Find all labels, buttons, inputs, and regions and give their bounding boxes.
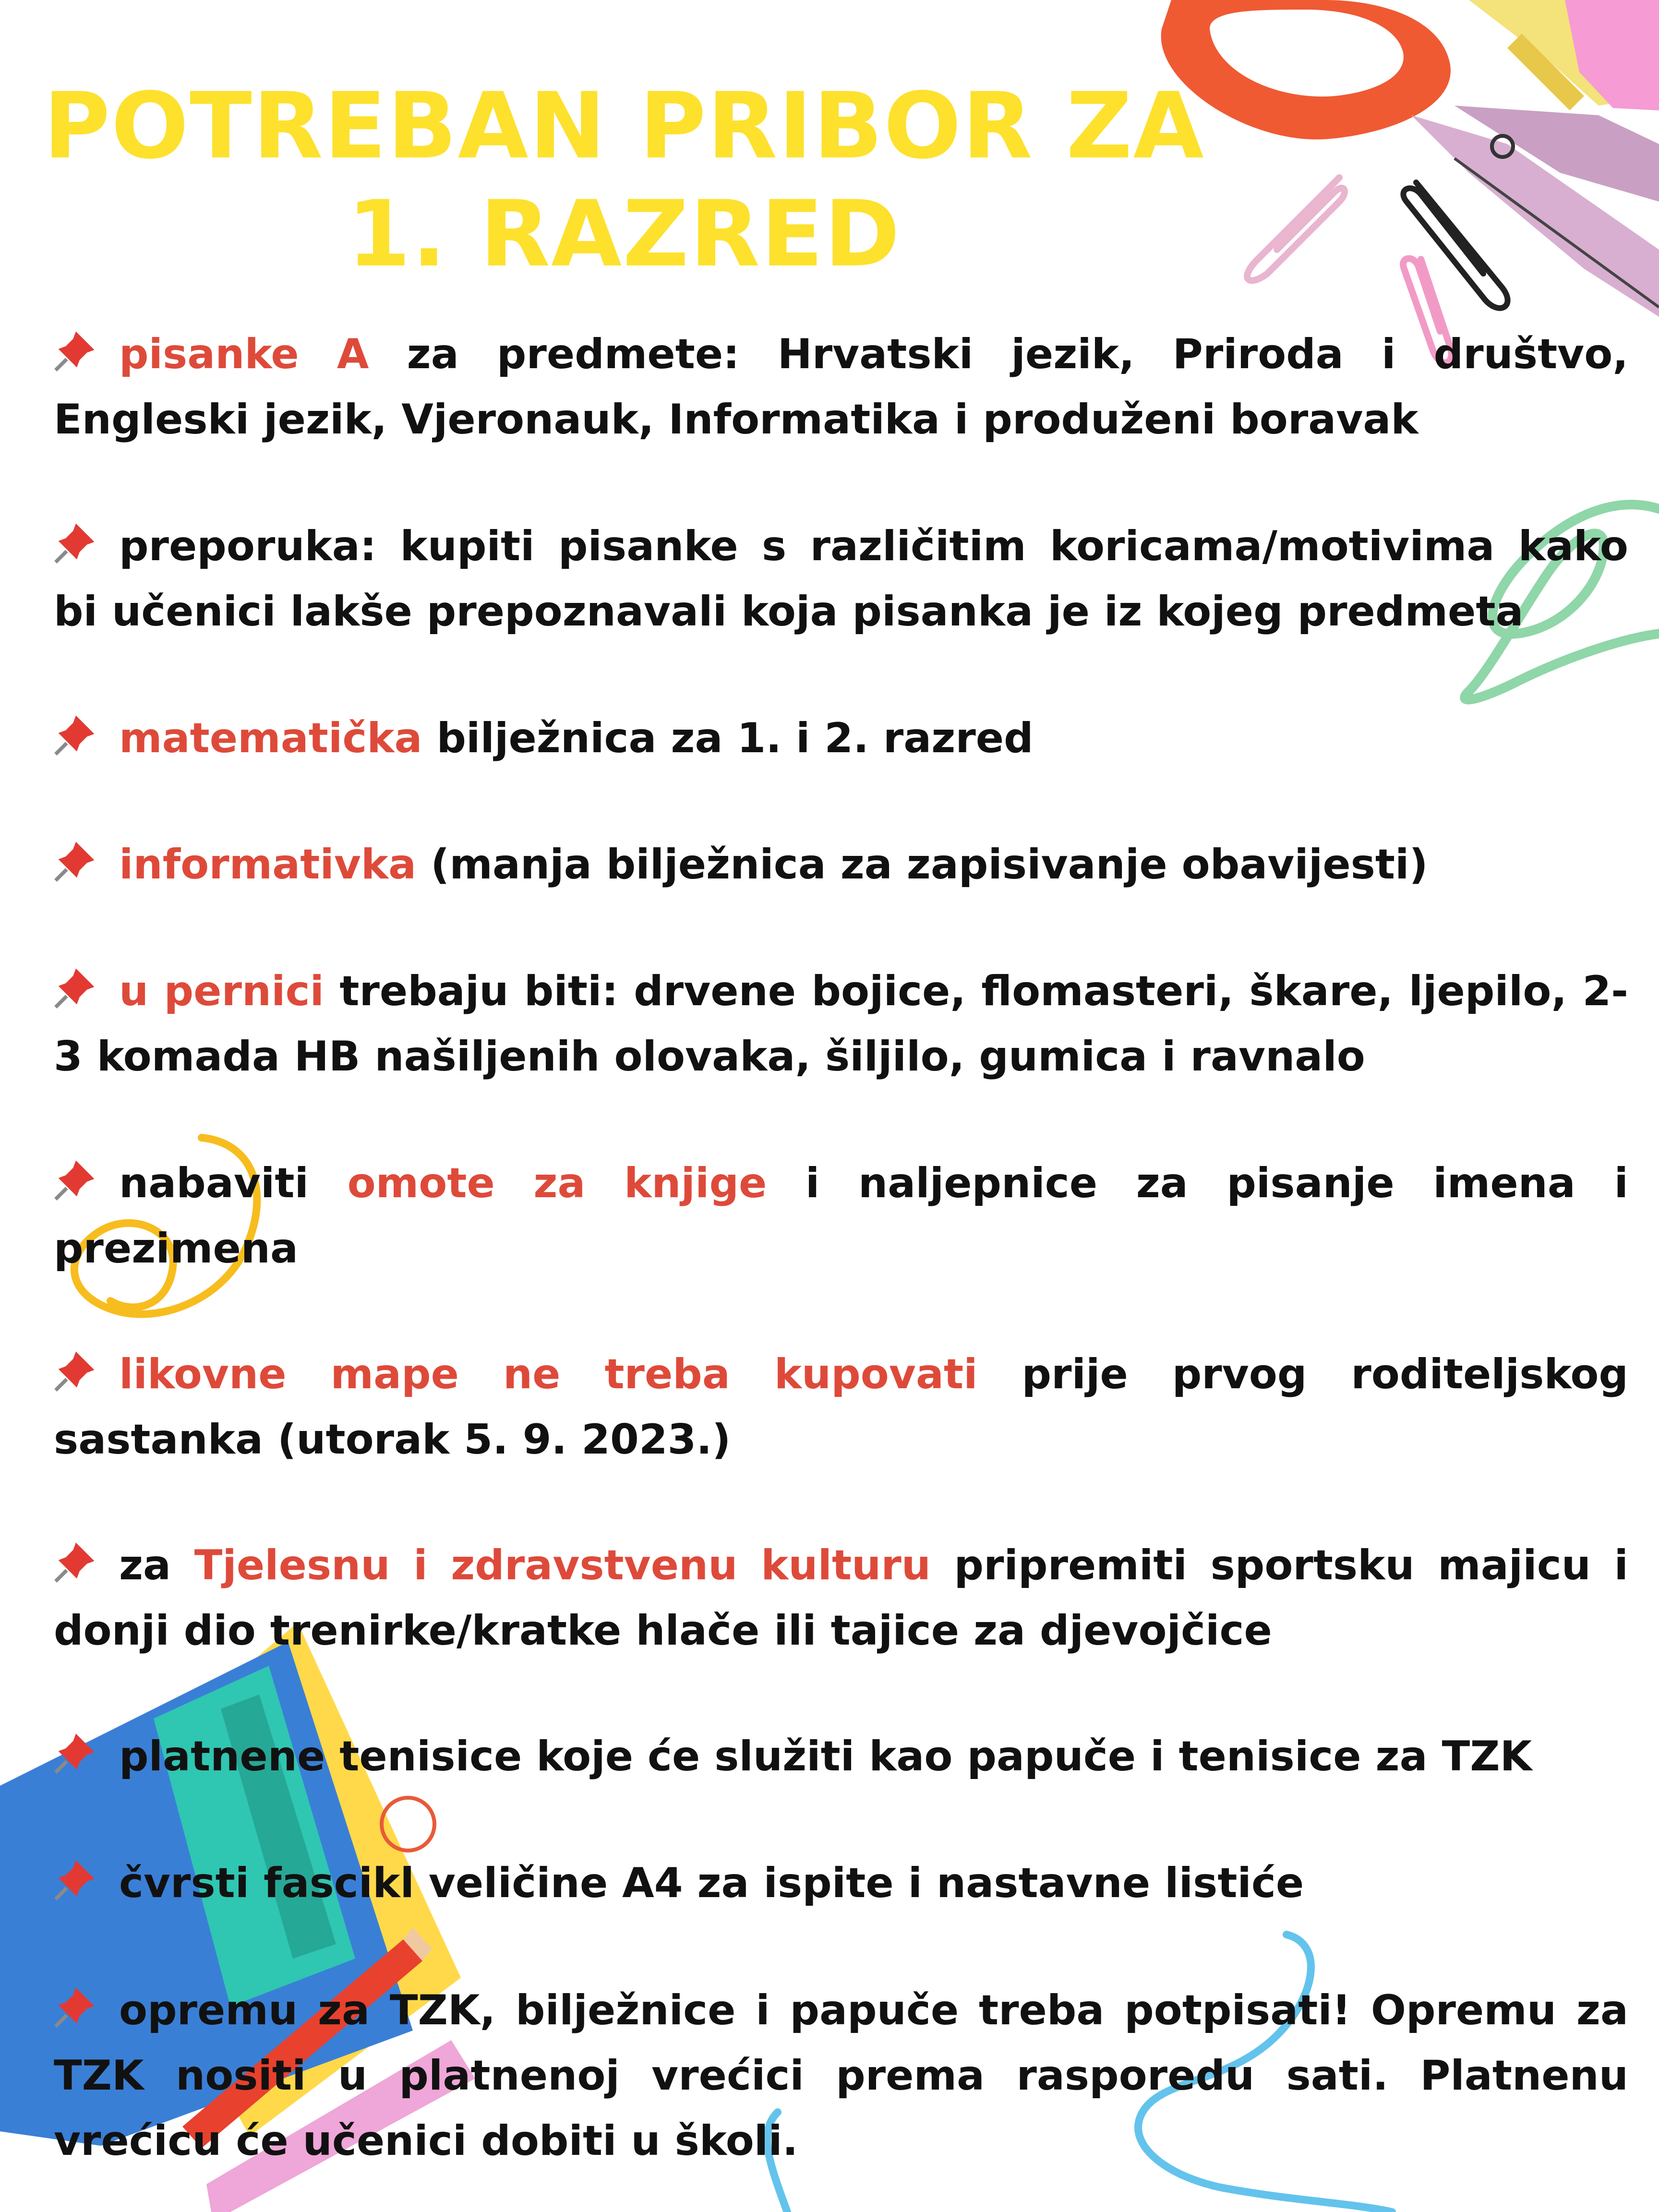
pushpin-icon [54, 963, 100, 1009]
list-item: pisanke A za predmete: Hrvatski jezik, Priroda i društvo, Engleski jezik, Vjeronauk, Informatika i produženi boravak [54, 322, 1628, 452]
list-item: nabaviti omote za knjige i naljepnice za pisanje imena i prezimena [54, 1151, 1628, 1281]
list-item: čvrsti fascikl veličine A4 za ispite i nastavne listiće [54, 1851, 1628, 1916]
list-item: za Tjelesnu i zdravstvenu kulturu pripremiti sportsku majicu i donji dio trenirke/kratke hlače ili tajice za djevojčice [54, 1533, 1628, 1663]
title-line-1: POTREBAN PRIBOR ZA [43, 73, 1205, 179]
page-title [0, 72, 1248, 288]
pushpin-icon [54, 1728, 100, 1774]
pushpin-icon [54, 1155, 100, 1201]
glue-stick-icon [1469, 0, 1659, 110]
pushpin-icon [54, 326, 100, 372]
list-item: informativka (manja bilježnica za zapisivanje obavijesti) [54, 832, 1628, 897]
pushpin-icon [54, 1982, 100, 2028]
title-line-2: 1. RAZRED [347, 181, 901, 287]
list-item: matematička bilježnica za 1. i 2. razred [54, 706, 1628, 771]
pushpin-icon [54, 710, 100, 756]
list-item: platnene tenisice koje će služiti kao papuče i tenisice za TZK [54, 1724, 1628, 1789]
list-item: opremu za TZK, bilježnice i papuče treba potpisati! Opremu za TZK nositi u platnenoj vrećici prema rasporedu sati. Platnenu vrećicu će učenici dobiti u školi. [54, 1978, 1628, 2174]
pushpin-icon [54, 1346, 100, 1392]
list-item: u pernici trebaju biti: drvene bojice, flomasteri, škare, ljepilo, 2-3 komada HB našiljenih olovaka, šiljilo, gumica i ravnalo [54, 959, 1628, 1089]
pushpin-icon [54, 836, 100, 882]
list-item: preporuka: kupiti pisanke s različitim koricama/motivima kako bi učenici lakše prepoznavali koja pisanka je iz kojeg predmeta [54, 514, 1628, 644]
pushpin-icon [54, 1537, 100, 1583]
list-item: likovne mape ne treba kupovati prije prvog roditeljskog sastanka (utorak 5. 9. 2023.) [54, 1342, 1628, 1472]
pushpin-icon [54, 1855, 100, 1901]
pushpin-icon [54, 518, 100, 564]
